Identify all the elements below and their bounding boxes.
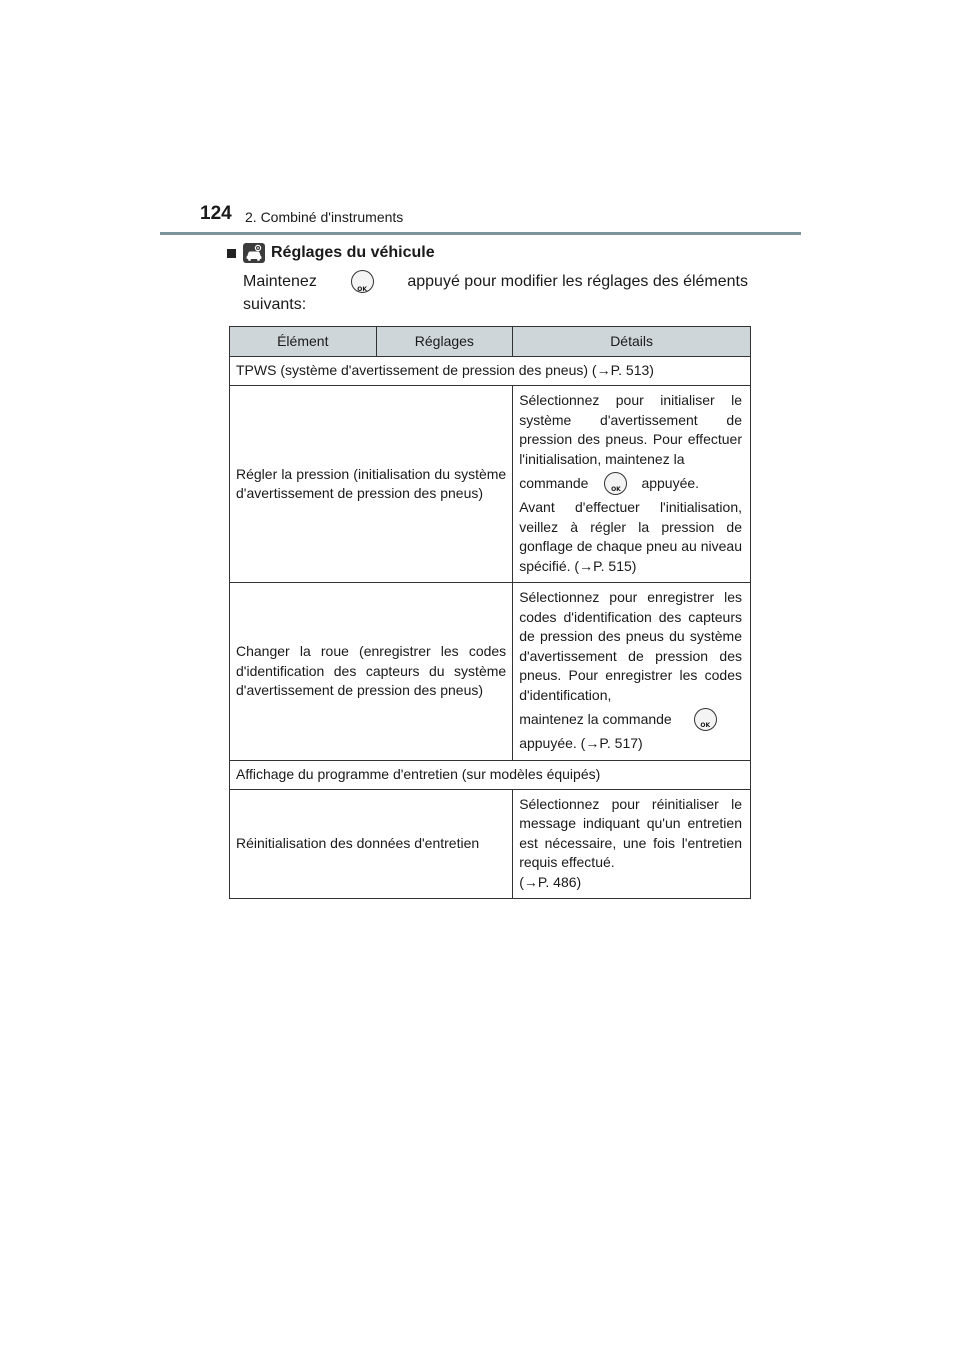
table-row <box>230 386 751 583</box>
ok-button-icon: OK <box>604 472 627 495</box>
table-row <box>230 583 751 761</box>
intro-text-middle: appuyé pour modifier les réglages des éléments <box>407 273 748 290</box>
detail-cell <box>513 583 751 761</box>
detail-cell <box>513 789 751 899</box>
page-number: 124 <box>200 203 232 224</box>
table-row <box>230 357 751 386</box>
vehicle-settings-table <box>229 326 751 899</box>
intro-paragraph <box>243 270 748 316</box>
detail-text: maintenez la commande <box>519 710 672 727</box>
detail-text: (→P. 486) <box>519 873 582 890</box>
detail-text: appuyée. (→P. 517) <box>519 735 643 751</box>
detail-text: commande <box>519 474 589 491</box>
tpws-section-title: TPWS (système d'avertissement de pression des pneus) (→P. 513) <box>230 357 751 386</box>
column-header-settings: Réglages <box>376 327 513 357</box>
detail-text: Sélectionnez pour réinitialiser le message indiquant qu'un entretien est nécessaire, une fois l'entretien requis effectué. <box>519 795 742 870</box>
detail-text: Avant d'effectuer l'initialisation, veillez à régler la pression de gonflage de chaque pneu au niveau spécifié. (→P. 515) <box>519 499 742 574</box>
table-header-row <box>230 327 751 357</box>
square-bullet-icon <box>227 249 236 258</box>
detail-text: Sélectionnez pour initialiser le système d'avertissement de pression des pneus. Pour effectuer l'initialisation, maintenez la <box>519 392 742 467</box>
header-divider <box>160 232 801 235</box>
section-heading <box>227 243 435 263</box>
detail-cell <box>513 386 751 583</box>
column-header-element: Élément <box>230 327 377 357</box>
detail-text: appuyée. <box>641 474 700 491</box>
detail-text: Sélectionnez pour enregistrer les codes d'identification des capteurs de pression des pneus du système d'avertissement de pression des pneus. Pour enregistrer les codes d'identification, <box>519 589 742 703</box>
detail-inline-row <box>519 708 742 731</box>
intro-text-end: suivants: <box>243 296 307 313</box>
element-cell: Réinitialisation des données d'entretien <box>230 789 513 899</box>
table-row <box>230 760 751 789</box>
maintenance-section-title: Affichage du programme d'entretien (sur modèles équipés) <box>230 760 751 789</box>
element-cell: Régler la pression (initialisation du système d'avertissement de pression des pneus) <box>230 386 513 583</box>
detail-inline-row <box>519 472 742 495</box>
table-row <box>230 789 751 899</box>
column-header-details: Détails <box>513 327 751 357</box>
ok-button-icon: OK <box>351 270 374 293</box>
section-title: 2. Combiné d'instruments <box>245 209 404 225</box>
section-heading-title: Réglages du véhicule <box>271 244 435 261</box>
vehicle-settings-icon <box>243 243 265 263</box>
ok-button-icon: OK <box>694 708 717 731</box>
element-cell: Changer la roue (enregistrer les codes d'identification des capteurs du système d'avertissement de pression des pneus) <box>230 583 513 761</box>
intro-text-start: Maintenez <box>243 273 317 290</box>
